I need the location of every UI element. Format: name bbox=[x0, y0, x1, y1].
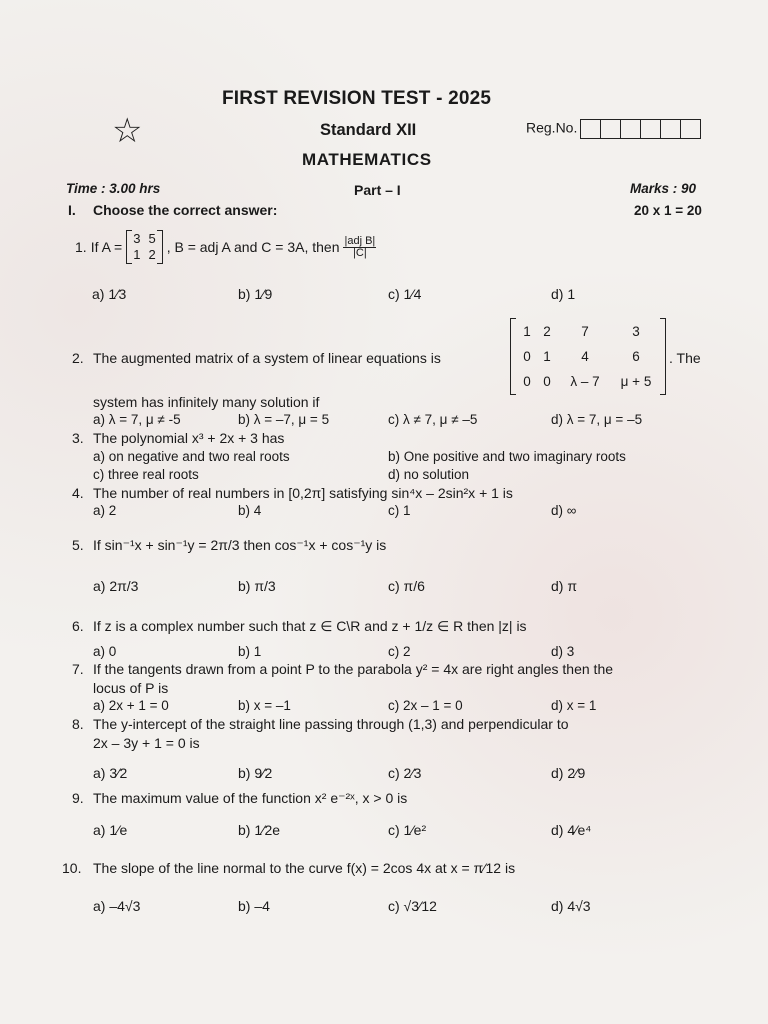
option-c[interactable]: c) 2 bbox=[388, 644, 411, 659]
question-6-text: If z is a complex number such that z ∈ C\R and z + 1/z ∈ R then |z| is bbox=[93, 618, 527, 634]
option-a[interactable]: a) 1⁄3 bbox=[92, 286, 127, 302]
option-d[interactable]: d) 2⁄9 bbox=[551, 765, 586, 781]
option-b[interactable]: b) 1 bbox=[238, 644, 262, 659]
question-2-text: The augmented matrix of a system of linear equations is bbox=[93, 350, 441, 366]
question-7-line2: locus of P is bbox=[93, 680, 169, 696]
option-a[interactable]: a) 2x + 1 = 0 bbox=[93, 698, 169, 713]
matrix-a: 3 5 1 2 bbox=[126, 230, 162, 264]
question-7-number: 7. bbox=[72, 661, 84, 677]
question-9-number: 9. bbox=[72, 790, 84, 806]
fraction: $\frac{\text{|adj B|}}{|C|}$ bbox=[344, 234, 376, 259]
question-7-text: If the tangents drawn from a point P to the parabola y² = 4x are right angles then the bbox=[93, 661, 614, 677]
question-4-text: The number of real numbers in [0,2π] satisfying sin⁴x – 2sin²x + 1 is bbox=[93, 485, 513, 501]
question-10-text: The slope of the line normal to the curve f(x) = 2cos 4x at x = π⁄12 is bbox=[93, 860, 516, 876]
question-text: If A = bbox=[90, 239, 123, 255]
option-d[interactable]: d) 4√3 bbox=[551, 898, 591, 914]
option-a[interactable]: a) on negative and two real roots bbox=[93, 449, 290, 464]
section-instruction: Choose the correct answer: bbox=[93, 202, 278, 218]
section-number: I. bbox=[68, 202, 76, 218]
subject-title: MATHEMATICS bbox=[302, 150, 432, 169]
question-2-line2: system has infinitely many solution if bbox=[93, 394, 320, 410]
option-d[interactable]: d) no solution bbox=[388, 467, 470, 482]
part-label: Part – I bbox=[354, 182, 401, 198]
page-title: FIRST REVISION TEST - 2025 bbox=[222, 88, 492, 109]
option-c[interactable]: c) 2x – 1 = 0 bbox=[388, 698, 463, 713]
option-b[interactable]: b) –4 bbox=[238, 898, 270, 914]
option-a[interactable]: a) –4√3 bbox=[93, 898, 141, 914]
option-a[interactable]: a) 3⁄2 bbox=[93, 765, 128, 781]
option-c[interactable]: c) three real roots bbox=[93, 467, 199, 482]
question-5-text: If sin⁻¹x + sin⁻¹y = 2π/3 then cos⁻¹x + cos⁻¹y is bbox=[93, 537, 387, 553]
question-1 bbox=[75, 230, 376, 264]
question-10-number: 10. bbox=[62, 860, 82, 876]
option-b[interactable]: b) 9⁄2 bbox=[238, 765, 273, 781]
question-8-text: The y-intercept of the straight line passing through (1,3) and perpendicular to bbox=[93, 716, 569, 732]
option-b[interactable]: b) π/3 bbox=[238, 578, 276, 594]
question-4-number: 4. bbox=[72, 485, 84, 501]
option-b[interactable]: b) 1⁄2e bbox=[238, 822, 281, 838]
option-b[interactable]: b) 4 bbox=[238, 503, 262, 518]
option-c[interactable]: c) 1⁄4 bbox=[388, 286, 422, 302]
question-8-line2: 2x – 3y + 1 = 0 is bbox=[93, 735, 200, 751]
question-3-number: 3. bbox=[72, 430, 84, 446]
option-a[interactable]: a) 2π/3 bbox=[93, 578, 139, 594]
question-2-tail: . The bbox=[669, 350, 701, 366]
option-b[interactable]: b) λ = –7, μ = 5 bbox=[238, 412, 330, 427]
question-3-text: The polynomial x³ + 2x + 3 has bbox=[93, 430, 285, 446]
option-a[interactable]: a) 0 bbox=[93, 644, 117, 659]
question-2-number: 2. bbox=[72, 350, 84, 366]
question-number: 1. bbox=[75, 239, 87, 255]
option-b[interactable]: b) One positive and two imaginary roots bbox=[388, 449, 626, 464]
standard-label: Standard XII bbox=[320, 121, 417, 139]
option-b[interactable]: b) 1⁄9 bbox=[238, 286, 273, 302]
option-d[interactable]: d) π bbox=[551, 578, 577, 594]
option-d[interactable]: d) ∞ bbox=[551, 503, 577, 518]
option-c[interactable]: c) √3⁄12 bbox=[388, 898, 437, 914]
time-label: Time : 3.00 hrs bbox=[66, 181, 161, 196]
option-c[interactable]: c) 1⁄e² bbox=[388, 822, 427, 838]
question-9-text: The maximum value of the function x² e⁻²ˣ, x > 0 is bbox=[93, 790, 408, 806]
question-8-number: 8. bbox=[72, 716, 84, 732]
section-marks: 20 x 1 = 20 bbox=[634, 203, 702, 218]
option-a[interactable]: a) 2 bbox=[93, 503, 117, 518]
option-c[interactable]: c) π/6 bbox=[388, 578, 425, 594]
question-text-mid: , B = adj A and C = 3A, then bbox=[166, 239, 340, 255]
option-c[interactable]: c) λ ≠ 7, μ ≠ –5 bbox=[388, 412, 478, 427]
reg-no-boxes[interactable] bbox=[580, 119, 701, 139]
marks-label: Marks : 90 bbox=[630, 181, 697, 196]
option-c[interactable]: c) 1 bbox=[388, 503, 411, 518]
option-d[interactable]: d) 4⁄e⁴ bbox=[551, 822, 592, 838]
reg-no-field[interactable] bbox=[526, 119, 701, 139]
augmented-matrix: 1 2 7 3 0 1 4 6 0 0 λ – 7 μ + 5 bbox=[510, 318, 666, 395]
option-d[interactable]: d) x = 1 bbox=[551, 698, 597, 713]
option-b[interactable]: b) x = –1 bbox=[238, 698, 291, 713]
option-a[interactable]: a) 1⁄e bbox=[93, 822, 128, 838]
option-a[interactable]: a) λ = 7, μ ≠ -5 bbox=[93, 412, 181, 427]
option-d[interactable]: d) 3 bbox=[551, 644, 575, 659]
option-c[interactable]: c) 2⁄3 bbox=[388, 765, 422, 781]
question-6-number: 6. bbox=[72, 618, 84, 634]
star-icon: ☆ bbox=[112, 112, 143, 150]
option-d[interactable]: d) λ = 7, μ = –5 bbox=[551, 412, 643, 427]
reg-no-label: Reg.No. bbox=[526, 119, 578, 136]
option-d[interactable]: d) 1 bbox=[551, 286, 576, 302]
question-5-number: 5. bbox=[72, 537, 84, 553]
